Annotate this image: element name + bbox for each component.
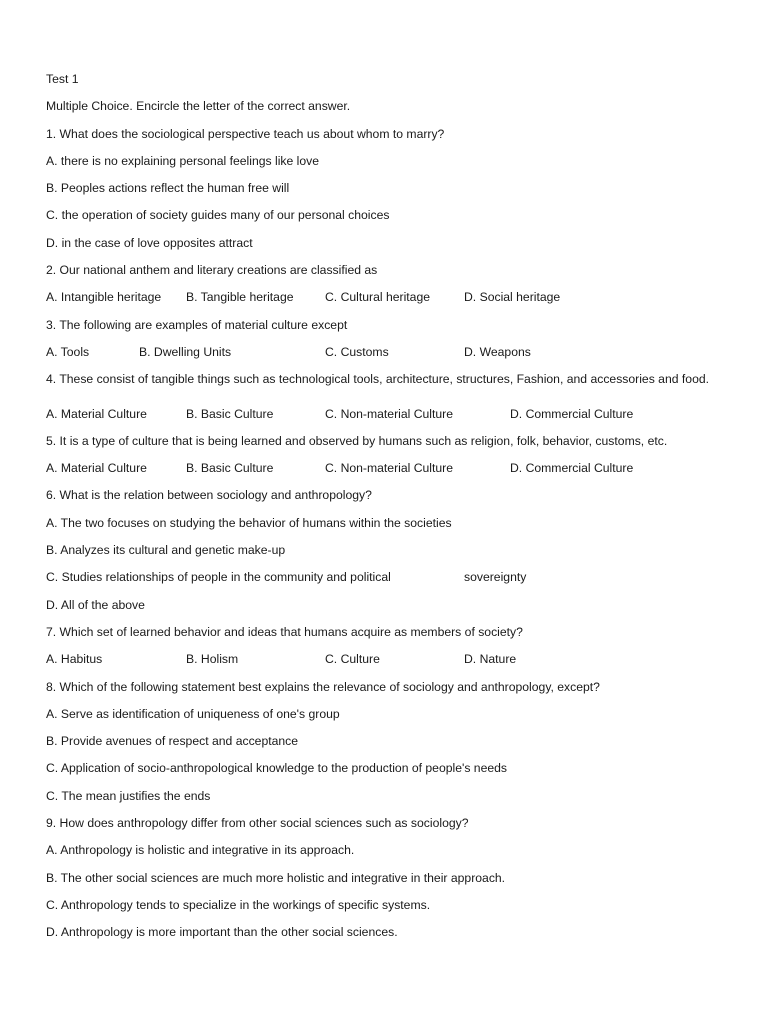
q8-option-b: B. Provide avenues of respect and acceptance bbox=[46, 734, 299, 749]
q3-options bbox=[46, 344, 726, 371]
q8-option-c: C. Application of socio-anthropological knowledge to the production of people's needs bbox=[46, 761, 508, 776]
test-instructions: Multiple Choice. Encircle the letter of the correct answer. bbox=[46, 99, 351, 114]
q3-option-b: B. Dwelling Units bbox=[139, 344, 232, 359]
q4-option-c: C. Non-material Culture bbox=[325, 406, 454, 421]
q4-option-d: D. Commercial Culture bbox=[510, 406, 634, 421]
q1-option-d: D. in the case of love opposites attract bbox=[46, 235, 253, 250]
q8-option-a: A. Serve as identification of uniqueness of one's group bbox=[46, 706, 340, 721]
q1-option-c: C. the operation of society guides many of our personal choices bbox=[46, 208, 390, 223]
q4-option-a: A. Material Culture bbox=[46, 406, 147, 421]
q3-option-a: A. Tools bbox=[46, 344, 90, 359]
q6-option-c: C. Studies relationships of people in the community and political bbox=[46, 570, 391, 585]
q9-option-a: A. Anthropology is holistic and integrative in its approach. bbox=[46, 843, 355, 858]
q2-option-a: A. Intangible heritage bbox=[46, 290, 162, 305]
q9-option-c: C. Anthropology tends to specialize in the workings of specific systems. bbox=[46, 897, 431, 912]
q2-options bbox=[46, 289, 726, 316]
q7-option-a: A. Habitus bbox=[46, 652, 103, 667]
q5-options bbox=[46, 460, 726, 487]
q7-options bbox=[46, 651, 726, 678]
q2-option-b: B. Tangible heritage bbox=[186, 290, 294, 305]
q2-option-d: D. Social heritage bbox=[464, 290, 561, 305]
q5-option-c: C. Non-material Culture bbox=[325, 461, 454, 476]
question-7: 7. Which set of learned behavior and ideas that humans acquire as members of society? bbox=[46, 624, 523, 639]
q9-option-b: B. The other social sciences are much more holistic and integrative in their approach. bbox=[46, 870, 506, 885]
q1-option-a: A. there is no explaining personal feelings like love bbox=[46, 153, 320, 168]
q5-option-a: A. Material Culture bbox=[46, 461, 147, 476]
q4-options bbox=[46, 406, 726, 433]
q7-option-d: D. Nature bbox=[464, 652, 517, 667]
question-5: 5. It is a type of culture that is being learned and observed by humans such as religion, folk, behavior, customs, etc. bbox=[46, 433, 668, 448]
question-2: 2. Our national anthem and literary creations are classified as bbox=[46, 263, 378, 278]
q6-option-c-tail: sovereignty bbox=[464, 570, 527, 585]
q8-option-d: C. The mean justifies the ends bbox=[46, 788, 211, 803]
q6-option-a: A. The two focuses on studying the behavior of humans within the societies bbox=[46, 515, 452, 530]
question-4: 4. These consist of tangible things such as technological tools, architecture, structures, Fashion, and accessories and food. bbox=[46, 372, 710, 387]
question-1: 1. What does the sociological perspective teach us about whom to marry? bbox=[46, 126, 445, 141]
q6-option-c-row bbox=[46, 569, 726, 596]
test-title: Test 1 bbox=[46, 72, 79, 86]
question-9: 9. How does anthropology differ from other social sciences such as sociology? bbox=[46, 816, 469, 831]
q7-option-c: C. Culture bbox=[325, 652, 380, 667]
q3-option-d: D. Weapons bbox=[464, 344, 531, 359]
q6-option-b: B. Analyzes its cultural and genetic make-up bbox=[46, 543, 286, 558]
q9-option-d: D. Anthropology is more important than the other social sciences. bbox=[46, 925, 398, 940]
test-content bbox=[46, 71, 726, 952]
question-6: 6. What is the relation between sociology and anthropology? bbox=[46, 488, 372, 503]
q6-option-d: D. All of the above bbox=[46, 597, 145, 612]
q7-option-b: B. Holism bbox=[186, 652, 239, 667]
q5-option-d: D. Commercial Culture bbox=[510, 461, 634, 476]
q2-option-c: C. Cultural heritage bbox=[325, 290, 430, 305]
question-3: 3. The following are examples of material culture except bbox=[46, 317, 348, 332]
q4-option-b: B. Basic Culture bbox=[186, 406, 274, 421]
question-8: 8. Which of the following statement best explains the relevance of sociology and anthropology, except? bbox=[46, 679, 600, 694]
q3-option-c: C. Customs bbox=[325, 344, 389, 359]
q1-option-b: B. Peoples actions reflect the human free will bbox=[46, 181, 290, 196]
q5-option-b: B. Basic Culture bbox=[186, 461, 274, 476]
